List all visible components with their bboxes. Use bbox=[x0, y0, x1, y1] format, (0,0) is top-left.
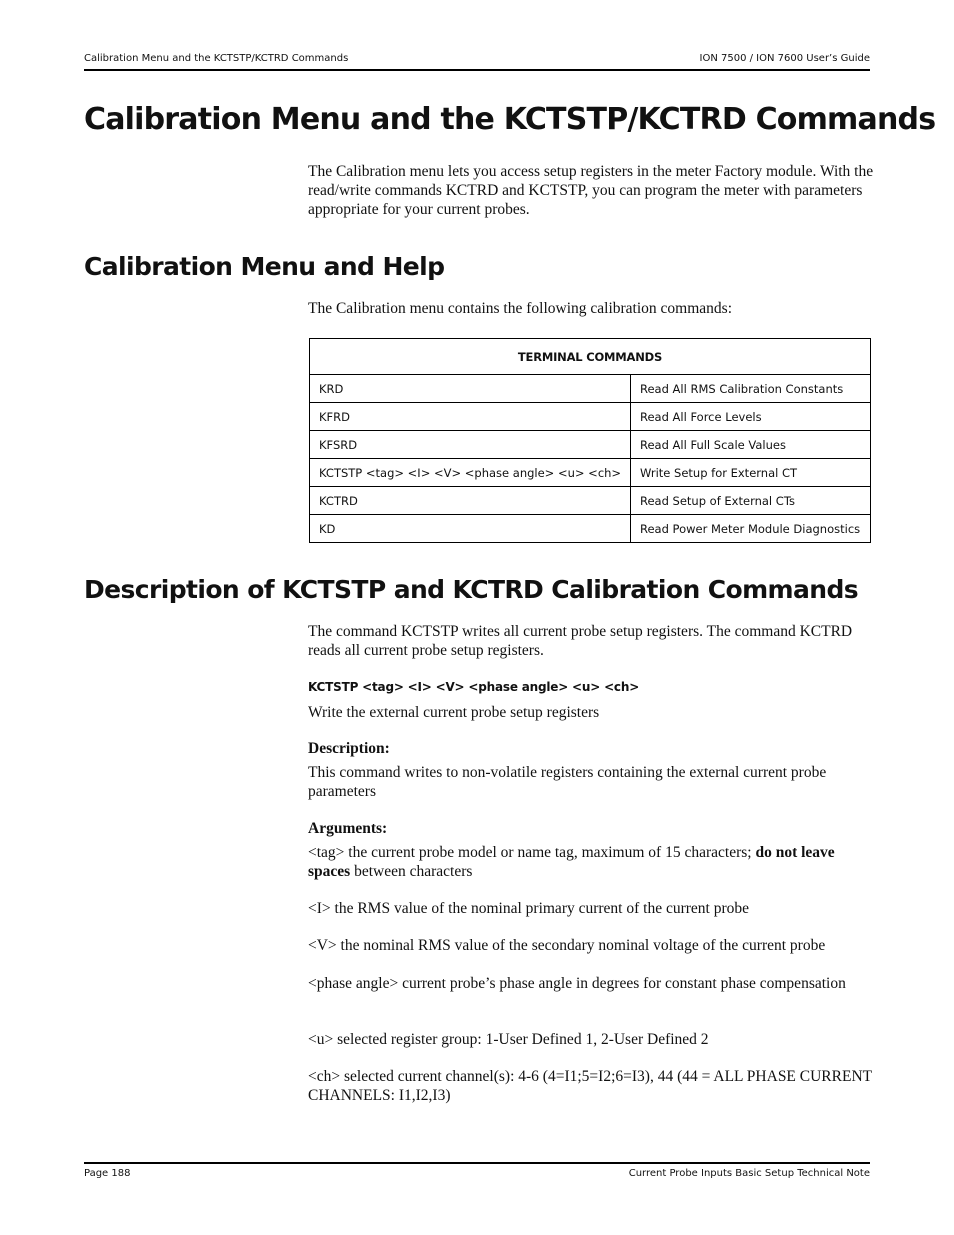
command-cell: KFSRD bbox=[310, 431, 631, 459]
section-heading-description: Description of KCTSTP and KCTRD Calibration Commands bbox=[84, 575, 859, 604]
description-cell: Read Setup of External CTs bbox=[631, 487, 871, 515]
argument-tag bbox=[308, 843, 874, 881]
command-cell: KCTRD bbox=[310, 487, 631, 515]
running-footer-right: Current Probe Inputs Basic Setup Technical Note bbox=[628, 1168, 870, 1179]
section2-paragraph: The command KCTSTP writes all current probe setup registers. The command KCTRD reads all current probe setup registers. bbox=[308, 623, 853, 659]
arguments-label: Arguments: bbox=[308, 820, 388, 837]
running-header-left: Calibration Menu and the KCTSTP/KCTRD Commands bbox=[84, 53, 349, 64]
section1-paragraph: The Calibration menu contains the following calibration commands: bbox=[308, 300, 732, 317]
intro-paragraph: The Calibration menu lets you access setup registers in the meter Factory module. With the read/write commands KCTRD and KCTSTP, you can program the meter with parameters appropriate for your current probes. bbox=[308, 163, 874, 218]
argument-i: <I> the RMS value of the nominal primary current of the current probe bbox=[308, 900, 750, 917]
argument-u: <u> selected register group: 1-User Defined 1, 2-User Defined 2 bbox=[308, 1031, 709, 1048]
description-label: Description: bbox=[308, 740, 390, 757]
table-row bbox=[310, 375, 871, 403]
argument-tag-text: <tag> the current probe model or name tag, maximum of 15 characters; bbox=[308, 844, 756, 861]
page-title: Calibration Menu and the KCTSTP/KCTRD Commands bbox=[84, 102, 936, 137]
command-cell: KCTSTP <tag> <I> <V> <phase angle> <u> <ch> bbox=[310, 459, 631, 487]
table-row bbox=[310, 515, 871, 543]
table-row bbox=[310, 487, 871, 515]
description-text: This command writes to non-volatile registers containing the external current probe parameters bbox=[308, 764, 827, 800]
description-cell: Read Power Meter Module Diagnostics bbox=[631, 515, 871, 543]
header-rule bbox=[84, 69, 870, 71]
description-cell: Read All RMS Calibration Constants bbox=[631, 375, 871, 403]
table-row bbox=[310, 459, 871, 487]
command-summary: Write the external current probe setup registers bbox=[308, 704, 600, 721]
argument-tag-emphasis: do not leave spaces bbox=[308, 844, 835, 880]
argument-tag-text-end: between characters bbox=[350, 863, 473, 880]
description-cell: Read All Full Scale Values bbox=[631, 431, 871, 459]
running-header-right: ION 7500 / ION 7600 User’s Guide bbox=[699, 53, 870, 64]
argument-v: <V> the nominal RMS value of the secondary nominal voltage of the current probe bbox=[308, 937, 826, 954]
command-cell: KFRD bbox=[310, 403, 631, 431]
command-cell: KRD bbox=[310, 375, 631, 403]
table-row bbox=[310, 431, 871, 459]
terminal-commands-table bbox=[309, 338, 871, 543]
section-heading-calibration-menu: Calibration Menu and Help bbox=[84, 252, 445, 281]
description-cell: Write Setup for External CT bbox=[631, 459, 871, 487]
description-cell: Read All Force Levels bbox=[631, 403, 871, 431]
argument-ch: <ch> selected current channel(s): 4-6 (4=I1;5=I2;6=I3), 44 (44 = ALL PHASE CURRENT CHANNELS: I1,I2,I3) bbox=[308, 1068, 872, 1104]
footer-rule bbox=[84, 1162, 870, 1164]
command-subheading: KCTSTP <tag> <I> <V> <phase angle> <u> <ch> bbox=[308, 680, 640, 694]
command-cell: KD bbox=[310, 515, 631, 543]
table-header-row bbox=[310, 339, 871, 375]
argument-phase-angle: <phase angle> current probe’s phase angle in degrees for constant phase compensation bbox=[308, 975, 846, 992]
page-number: Page 188 bbox=[84, 1168, 131, 1179]
table-row bbox=[310, 403, 871, 431]
table-header: TERMINAL COMMANDS bbox=[310, 339, 871, 375]
